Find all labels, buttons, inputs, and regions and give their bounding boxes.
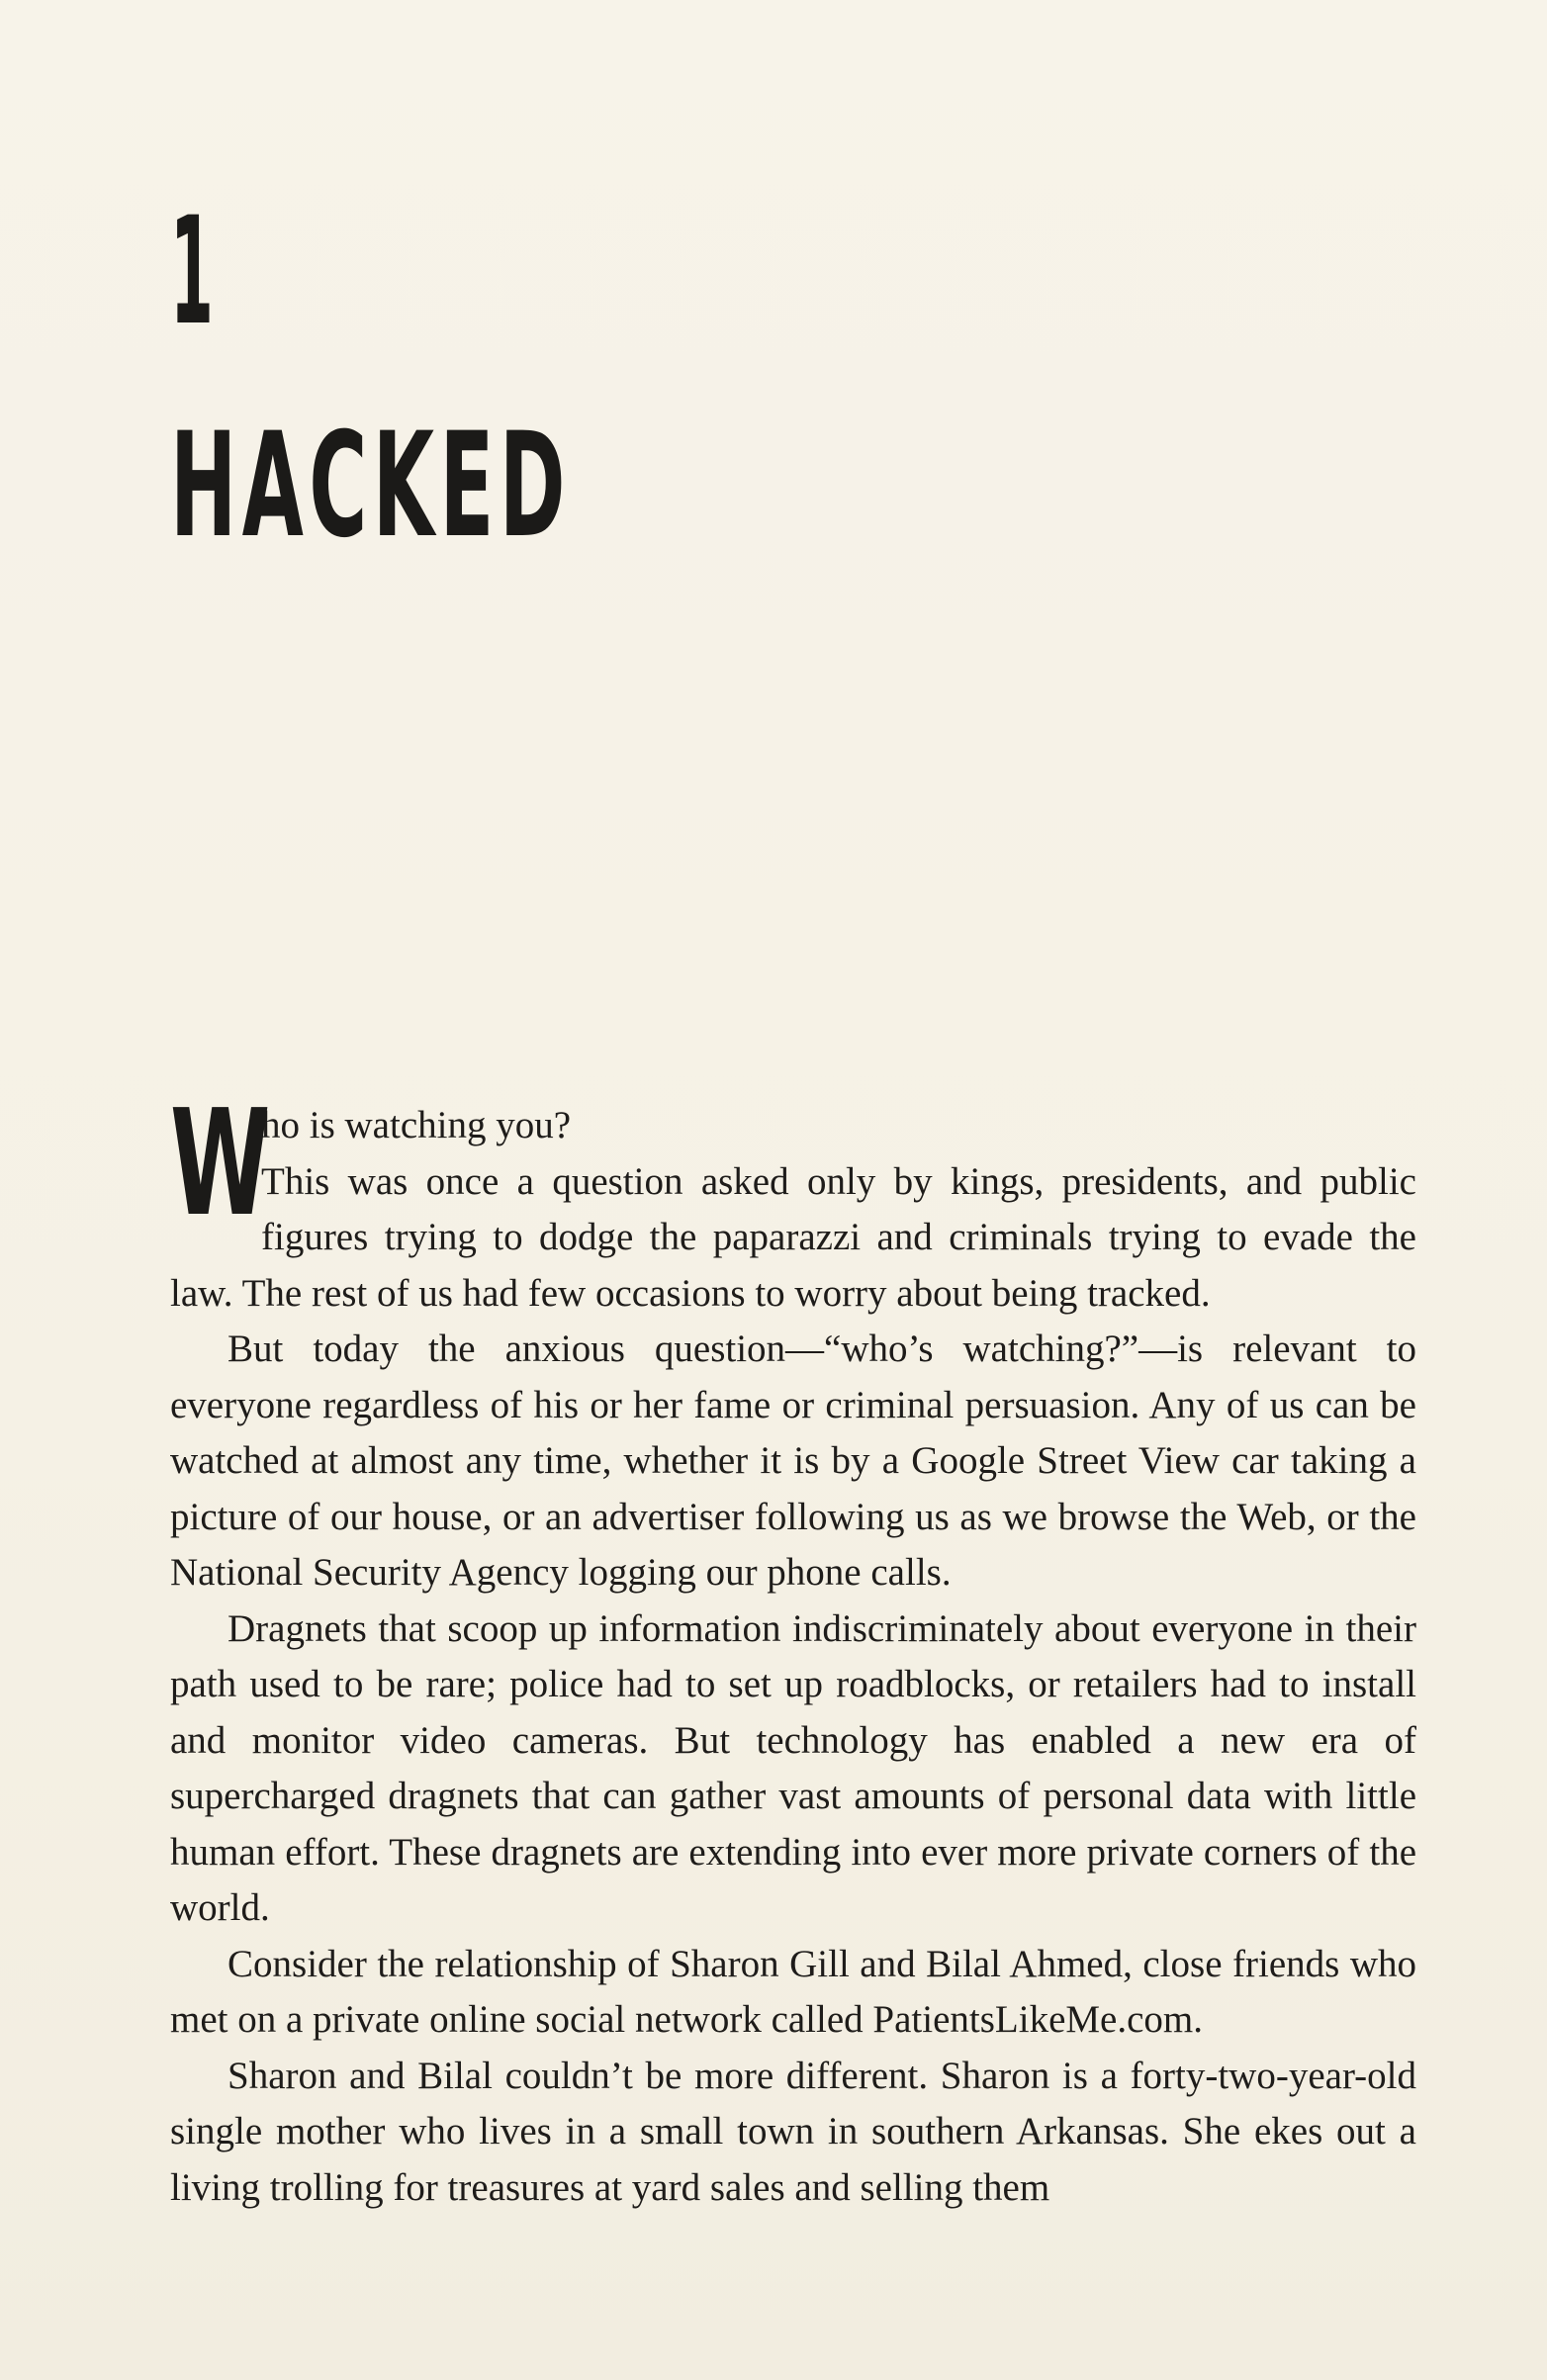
opening-paragraph (170, 1078, 1416, 1322)
drop-cap: W (170, 1078, 271, 1248)
paragraph: Sharon and Bilal couldn’t be more different. Sharon is a forty-two-year-old single mother who lives in a small town in southern Arkansas. She ekes out a living trolling for treasures at yard sales and selling them (170, 2054, 1416, 2209)
opening-line: ho is watching you? (261, 1104, 572, 1146)
paragraph: But today the anxious question—“who’s watching?”—is relevant to everyone regardless of his or her fame or criminal persuasion. Any of us can be watched at almost any time, whether it is by a Google Street View car taking a picture of our house, or an advertiser following us as we browse the Web, or the National Security Agency logging our phone calls. (170, 1327, 1416, 1594)
paragraph: Dragnets that scoop up information indiscriminately about everyone in their path used to be rare; police had to set up roadblocks, or retailers had to install and monitor video cameras. But technology has enabled a new era of supercharged dragnets that can gather vast amounts of personal data with little human effort. These dragnets are extending into ever more private corners of the world. (170, 1606, 1416, 1929)
chapter-body (170, 1078, 1416, 2216)
paragraph: Consider the relationship of Sharon Gill and Bilal Ahmed, close friends who met on a private online social network called PatientsLikeMe.com. (170, 1942, 1416, 2041)
chapter-number: 1 (170, 186, 214, 358)
paragraph: This was once a question asked only by kings, presidents, and public figures trying to dodge the paparazzi and criminals trying to evade the law. The rest of us had few occasions to worry about being tracked. (170, 1159, 1416, 1315)
chapter-title: HACKED (170, 402, 572, 570)
